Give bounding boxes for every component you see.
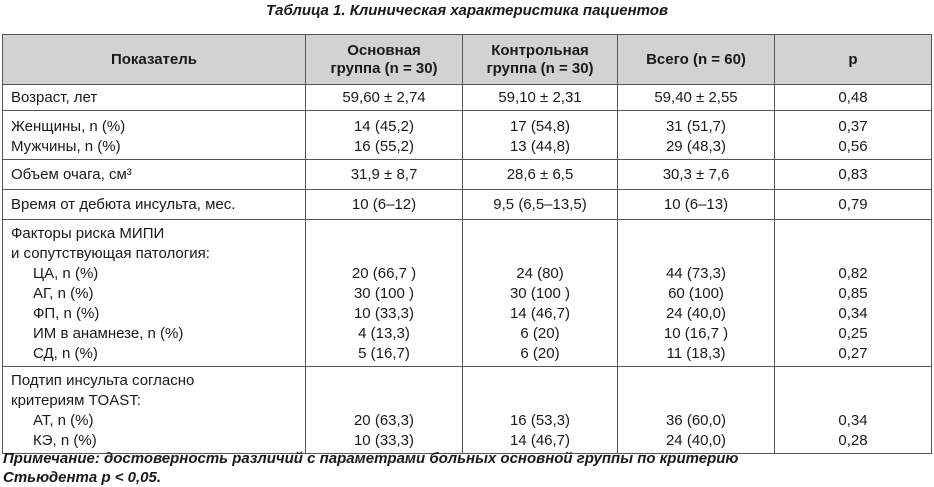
toast-heading-2: критериям TOAST: (11, 392, 141, 409)
volume-control: 28,6 ± 6,5 (463, 160, 618, 190)
row-age (3, 85, 932, 111)
men-label: Мужчины, n (%) (11, 138, 121, 155)
time-main: 10 (6–12) (306, 190, 463, 220)
sd-p: 0,27 (838, 345, 868, 362)
fp-total: 24 (40,0) (665, 305, 727, 322)
volume-label: Объем очага, см³ (3, 160, 306, 190)
age-total: 59,40 ± 2,55 (618, 85, 775, 111)
header-control-line1: Контрольная (491, 41, 589, 59)
sd-main: 5 (16,7) (358, 345, 410, 362)
im-main: 4 (13,3) (358, 325, 410, 342)
women-control: 17 (54,8) (509, 118, 571, 135)
volume-main: 31,9 ± 8,7 (306, 160, 463, 190)
header-p: p (775, 35, 932, 85)
ca-total: 44 (73,3) (665, 265, 727, 282)
sd-control: 6 (20) (520, 345, 560, 362)
fp-control: 14 (46,7) (509, 305, 571, 322)
sd-label: СД, n (%) (33, 345, 98, 362)
row-time (3, 190, 932, 220)
women-p: 0,37 (838, 118, 868, 135)
men-control: 13 (44,8) (509, 138, 571, 155)
sd-total: 11 (18,3) (666, 345, 726, 362)
row-risk-factors (3, 220, 932, 367)
volume-p: 0,83 (775, 160, 932, 190)
ke-control: 14 (46,7) (509, 432, 571, 449)
row-volume (3, 160, 932, 190)
header-main-line1: Основная (347, 41, 421, 59)
table-title: Таблица 1. Клиническая характеристика пациентов (265, 2, 669, 19)
age-p: 0,48 (775, 85, 932, 111)
men-total: 29 (48,3) (665, 138, 727, 155)
men-main: 16 (55,2) (353, 138, 415, 155)
ca-control: 24 (80) (516, 265, 564, 282)
note-line-1: Примечание: достоверность различий с параметрами больных основной группы по критерию (3, 450, 739, 467)
ag-total: 60 (100) (668, 285, 724, 302)
time-p: 0,79 (775, 190, 932, 220)
volume-total: 30,3 ± 7,6 (618, 160, 775, 190)
header-total: Всего (n = 60) (618, 35, 775, 85)
at-p: 0,34 (838, 412, 868, 429)
ke-p: 0,28 (838, 432, 868, 449)
fp-main: 10 (33,3) (353, 305, 415, 322)
row-sex (3, 111, 932, 160)
im-p: 0,25 (838, 325, 868, 342)
risk-heading-2: и сопутствующая патология: (11, 245, 210, 262)
risk-heading-1: Факторы риска МИПИ (11, 225, 165, 242)
header-control-line2: группа (n = 30) (486, 59, 594, 77)
toast-heading-1: Подтип инсульта согласно (11, 372, 195, 389)
ca-p: 0,82 (838, 265, 868, 282)
ag-control: 30 (100 ) (509, 285, 571, 302)
age-control: 59,10 ± 2,31 (463, 85, 618, 111)
age-label: Возраст, лет (3, 85, 306, 111)
at-total: 36 (60,0) (665, 412, 727, 429)
time-label: Время от дебюта инсульта, мес. (3, 190, 306, 220)
ca-main: 20 (66,7 ) (351, 265, 417, 282)
im-label: ИМ в анамнезе, n (%) (33, 325, 184, 342)
women-main: 14 (45,2) (353, 118, 415, 135)
ca-label: ЦА, n (%) (33, 265, 99, 282)
at-label: АТ, n (%) (33, 412, 94, 429)
women-total: 31 (51,7) (665, 118, 727, 135)
header-indicator: Показатель (3, 35, 306, 85)
note-line-2: Стьюдента p < 0,05. (3, 469, 161, 486)
table-note (3, 449, 903, 487)
patient-characteristics-table (2, 34, 932, 454)
women-label: Женщины, n (%) (11, 118, 126, 135)
header-main-line2: группа (n = 30) (330, 59, 438, 77)
ag-main: 30 (100 ) (353, 285, 415, 302)
header-main-group (306, 35, 463, 85)
time-control: 9,5 (6,5–13,5) (463, 190, 618, 220)
fp-p: 0,34 (838, 305, 868, 322)
header-control-group (463, 35, 618, 85)
im-total: 10 (16,7 ) (663, 325, 729, 342)
at-control: 16 (53,3) (509, 412, 571, 429)
ag-p: 0,85 (838, 285, 868, 302)
ke-total: 24 (40,0) (665, 432, 727, 449)
ke-label: КЭ, n (%) (33, 432, 97, 449)
fp-label: ФП, n (%) (33, 305, 100, 322)
ke-main: 10 (33,3) (353, 432, 415, 449)
im-control: 6 (20) (520, 325, 560, 342)
time-total: 10 (6–13) (618, 190, 775, 220)
age-main: 59,60 ± 2,74 (306, 85, 463, 111)
at-main: 20 (63,3) (353, 412, 415, 429)
ag-label: АГ, n (%) (33, 285, 94, 302)
header-row (3, 35, 932, 85)
row-toast (3, 367, 932, 454)
men-p: 0,56 (838, 138, 868, 155)
